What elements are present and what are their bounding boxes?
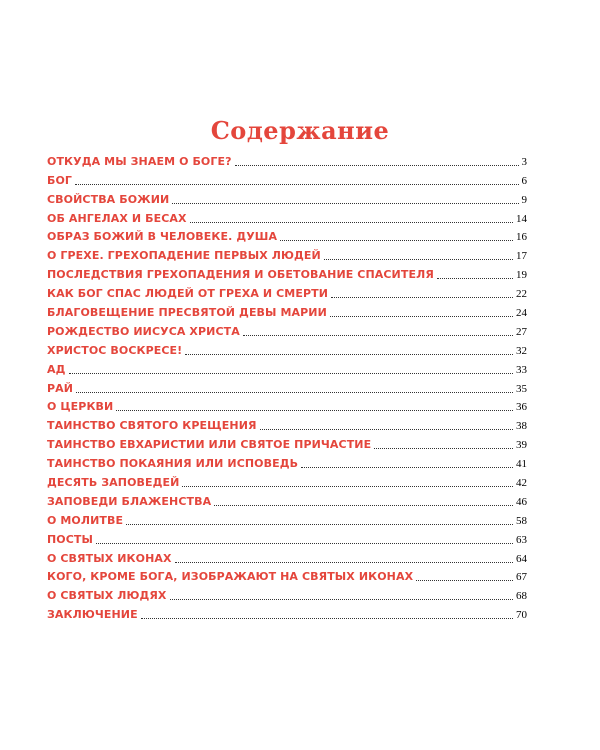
- toc-entry-label: БОГ: [47, 173, 73, 187]
- dot-leader: [182, 486, 513, 487]
- dot-leader: [69, 373, 513, 374]
- toc-entry-label: ОБРАЗ БОЖИЙ В ЧЕЛОВЕКЕ. ДУША: [47, 230, 278, 244]
- toc-entry[interactable]: [47, 282, 527, 301]
- toc-entry-label: ТАИНСТВО ЕВХАРИСТИИ ИЛИ СВЯТОЕ ПРИЧАСТИЕ: [47, 438, 372, 452]
- dot-leader: [172, 203, 518, 204]
- toc-entry-page-number: 68: [516, 590, 527, 603]
- toc-entry-page-number: 19: [516, 269, 527, 282]
- toc-entry[interactable]: [47, 452, 527, 471]
- toc-entry[interactable]: [47, 320, 527, 339]
- toc-entry-page-number: 16: [516, 231, 527, 244]
- toc-entry-label: АД: [47, 362, 66, 376]
- dot-leader: [116, 410, 513, 411]
- toc-entry-page-number: 70: [516, 609, 527, 622]
- toc-entry-label: ОТКУДА МЫ ЗНАЕМ О БОГЕ?: [47, 154, 232, 168]
- toc-entry[interactable]: [47, 358, 527, 377]
- toc-entry[interactable]: [47, 433, 527, 452]
- toc-entry-label: ПОСЛЕДСТВИЯ ГРЕХОПАДЕНИЯ И ОБЕТОВАНИЕ СПАСИТЕЛЯ: [47, 268, 434, 282]
- toc-entry[interactable]: [47, 584, 527, 603]
- toc-entry[interactable]: [47, 226, 527, 245]
- dot-leader: [185, 354, 513, 355]
- toc-entry-label: БЛАГОВЕЩЕНИЕ ПРЕСВЯТОЙ ДЕВЫ МАРИИ: [47, 306, 327, 320]
- toc-entry-page-number: 24: [516, 307, 527, 320]
- toc-entry[interactable]: [47, 339, 527, 358]
- page-title: Содержание: [210, 116, 390, 145]
- toc-entry[interactable]: [47, 301, 527, 320]
- dot-leader: [96, 543, 513, 544]
- table-of-contents: [47, 150, 527, 622]
- toc-entry-page-number: 32: [516, 344, 527, 357]
- dot-leader: [175, 562, 513, 563]
- dot-leader: [214, 505, 513, 506]
- dot-leader: [75, 184, 518, 185]
- toc-entry-page-number: 22: [516, 288, 527, 301]
- toc-entry[interactable]: [47, 414, 527, 433]
- toc-entry-label: СВОЙСТВА БОЖИИ: [47, 192, 170, 206]
- toc-entry-page-number: 33: [516, 363, 527, 376]
- toc-entry-page-number: 6: [521, 174, 527, 187]
- dot-leader: [126, 524, 513, 525]
- toc-entry-page-number: 67: [516, 571, 527, 584]
- toc-entry-label: ПОСТЫ: [47, 532, 94, 546]
- toc-entry-page-number: 38: [516, 420, 527, 433]
- toc-entry-label: О МОЛИТВЕ: [47, 513, 124, 527]
- toc-entry-label: О СВЯТЫХ ЛЮДЯХ: [47, 589, 167, 603]
- toc-entry-label: РОЖДЕСТВО ИИСУСА ХРИСТА: [47, 324, 240, 338]
- toc-entry-label: РАЙ: [47, 381, 74, 395]
- toc-entry[interactable]: [47, 169, 527, 188]
- toc-entry[interactable]: [47, 547, 527, 566]
- toc-entry-page-number: 63: [516, 533, 527, 546]
- toc-entry-page-number: 14: [516, 212, 527, 225]
- dot-leader: [141, 618, 513, 619]
- toc-entry-label: О ГРЕХЕ. ГРЕХОПАДЕНИЕ ПЕРВЫХ ЛЮДЕЙ: [47, 249, 321, 263]
- dot-leader: [301, 467, 513, 468]
- dot-leader: [331, 297, 513, 298]
- toc-entry-page-number: 9: [521, 193, 527, 206]
- dot-leader: [280, 240, 513, 241]
- toc-entry-page-number: 39: [516, 439, 527, 452]
- toc-entry-page-number: 36: [516, 401, 527, 414]
- toc-entry-page-number: 46: [516, 495, 527, 508]
- toc-entry-label: КАК БОГ СПАС ЛЮДЕЙ ОТ ГРЕХА И СМЕРТИ: [47, 287, 329, 301]
- toc-entry[interactable]: [47, 509, 527, 528]
- dot-leader: [235, 165, 519, 166]
- toc-entry-label: ХРИСТОС ВОСКРЕСЕ!: [47, 343, 183, 357]
- toc-entry-label: О СВЯТЫХ ИКОНАХ: [47, 551, 172, 565]
- toc-entry-page-number: 42: [516, 477, 527, 490]
- toc-entry-page-number: 58: [516, 514, 527, 527]
- toc-entry-label: ОБ АНГЕЛАХ И БЕСАХ: [47, 211, 187, 225]
- toc-entry-label: ЗАПОВЕДИ БЛАЖЕНСТВА: [47, 494, 212, 508]
- toc-entry[interactable]: [47, 490, 527, 509]
- toc-entry[interactable]: [47, 396, 527, 415]
- dot-leader: [324, 259, 513, 260]
- toc-entry[interactable]: [47, 377, 527, 396]
- dot-leader: [190, 222, 513, 223]
- toc-entry[interactable]: [47, 188, 527, 207]
- toc-entry-label: КОГО, КРОМЕ БОГА, ИЗОБРАЖАЮТ НА СВЯТЫХ ИКОНАХ: [47, 570, 414, 584]
- toc-entry[interactable]: [47, 471, 527, 490]
- toc-entry-label: О ЦЕРКВИ: [47, 400, 114, 414]
- dot-leader: [330, 316, 513, 317]
- toc-entry[interactable]: [47, 566, 527, 585]
- toc-entry-page-number: 3: [521, 155, 527, 168]
- toc-entry-label: ТАИНСТВО ПОКАЯНИЯ ИЛИ ИСПОВЕДЬ: [47, 457, 299, 471]
- toc-entry-label: ТАИНСТВО СВЯТОГО КРЕЩЕНИЯ: [47, 419, 257, 433]
- dot-leader: [437, 278, 513, 279]
- toc-entry-page-number: 41: [516, 458, 527, 471]
- dot-leader: [374, 448, 513, 449]
- toc-entry[interactable]: [47, 528, 527, 547]
- dot-leader: [243, 335, 513, 336]
- toc-entry-label: ДЕСЯТЬ ЗАПОВЕДЕЙ: [47, 476, 180, 490]
- toc-entry-page-number: 17: [516, 250, 527, 263]
- toc-entry-page-number: 35: [516, 382, 527, 395]
- dot-leader: [76, 392, 513, 393]
- dot-leader: [170, 599, 513, 600]
- toc-entry[interactable]: [47, 150, 527, 169]
- toc-entry-page-number: 64: [516, 552, 527, 565]
- toc-entry[interactable]: [47, 207, 527, 226]
- dot-leader: [260, 429, 513, 430]
- toc-entry-page-number: 27: [516, 325, 527, 338]
- dot-leader: [416, 580, 513, 581]
- toc-entry[interactable]: [47, 263, 527, 282]
- toc-entry[interactable]: [47, 244, 527, 263]
- toc-entry[interactable]: [47, 603, 527, 622]
- toc-entry-label: ЗАКЛЮЧЕНИЕ: [47, 608, 138, 622]
